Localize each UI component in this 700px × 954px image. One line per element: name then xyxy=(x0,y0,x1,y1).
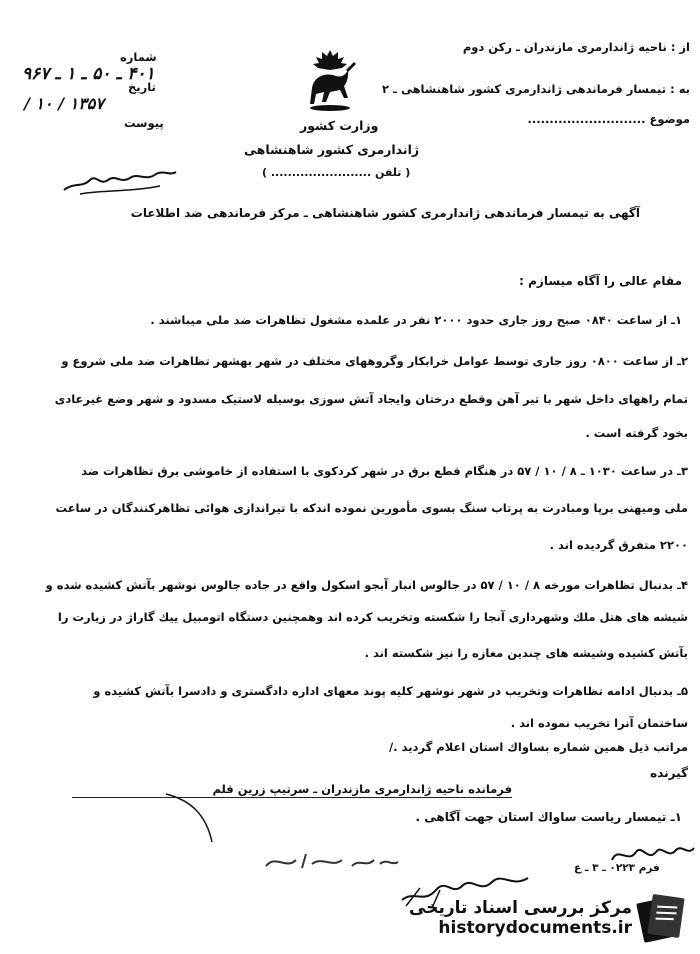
body-line: بآتش کشیده وشیشه های چندین مغازه را نیز شکسته اند . xyxy=(364,646,688,660)
date-value: ۱۳۵۷ / ۱۰ / xyxy=(24,94,104,113)
form-code: فرم ۰۲۲۳ ـ ۳ ـ ع xyxy=(574,862,660,874)
watermark-persian: مرکز بررسی اسناد تاریخی xyxy=(409,898,632,918)
to-label: به : xyxy=(670,82,690,96)
body-line: مراتب ذیل همین شماره بساواك استان اعلام گردید ./ xyxy=(389,740,688,754)
handwritten-number-bottom-right xyxy=(606,840,696,870)
body-line: ۲۲۰۰ متفرق گردیده اند . xyxy=(549,538,688,552)
organization-name: ژاندارمری کشور شاهنشاهی xyxy=(244,142,420,157)
attachment-label: پیوست xyxy=(124,116,164,130)
handwritten-bracket-mark xyxy=(160,790,220,850)
body-line: ۲ـ از ساعت ۰۸۰۰ روز جاری توسط عوامل خرابکار وگروههای مختلف در شهر بهشهر تظاهرات ضد ملی شروع و xyxy=(61,354,688,368)
body-line: ۳ـ در ساعت ۱۰۳۰ ـ ۸ / ۱۰ / ۵۷ در هنگام قطع برق در شهر کردکوی با استفاده از خاموشی برق تظاهرات ضد xyxy=(81,464,688,478)
handwritten-note-middle xyxy=(262,846,402,876)
recipients-label: گیرنده xyxy=(650,766,688,780)
body-line: شیشه های هتل ملك وشهرداری آنجا را شکسته وتخریب کرده اند وهمچنین دستگاه اتومبیل ییك گاراژ در زیارت را xyxy=(57,610,688,624)
handwritten-signature-top xyxy=(60,160,180,200)
subject-line: موضوع ........................... xyxy=(527,112,690,126)
watermark xyxy=(409,898,632,938)
from-value: ناحیه ژاندارمری مازندران ـ رکن دوم xyxy=(462,40,667,54)
body-line: تمام راههای داخل شهر با تیر آهن وقطع درختان وایجاد آتش سوزی بوسیله لاستیک مسدود و شهر وضع غیرعادی xyxy=(54,392,688,406)
number-label: شماره xyxy=(120,50,157,64)
lion-and-sun-emblem-icon xyxy=(300,48,360,112)
body-line: ساختمان آنرا تخریب نموده اند . xyxy=(510,716,688,730)
cc-line: ۱ـ تیمسار ریاست ساواك استان جهت آگاهی . xyxy=(415,810,682,824)
number-value: ۴۰۱ ـ ۵۰ ـ ۱ ـ ۹۶۷ xyxy=(22,64,155,84)
body-line: ۱ـ از ساعت ۰۸۴۰ صبح روز جاری حدود ۲۰۰۰ نفر در علمده مشغول تظاهرات ضد ملی میباشند . xyxy=(150,313,682,327)
signature-underline xyxy=(72,797,512,798)
to-line xyxy=(382,82,690,96)
from-label: از : xyxy=(670,40,690,54)
body-line: ۵ـ بدنبال ادامه تظاهرات وتخریب در شهر نوشهر کلیه پوند معهای اداره دادگستری و دادسرا بآتش کشیده و xyxy=(93,684,688,698)
archive-logo-icon xyxy=(636,890,692,946)
signature-block: فرمانده ناحیه ژاندارمری مازندران ـ سرتیپ زرین قلم xyxy=(212,782,512,796)
ministry-name: وزارت کشور xyxy=(300,118,379,133)
body-line: بخود گرفته است . xyxy=(585,426,688,440)
salutation: مقام عالی را آگاه میسازم : xyxy=(519,274,682,288)
date-label: تاریخ xyxy=(128,80,156,94)
watermark-url: historydocuments.ir xyxy=(438,918,632,938)
to-value: تیمسار فرماندهی ژاندارمری کشور شاهنشاهی ـ ۲ xyxy=(381,82,667,96)
subject-label: موضوع xyxy=(649,112,690,126)
body-line: ملی وميهنی برپا ومبادرت به پرتاب سنگ بسوی مأمورین نموده اندکه با تیراندازی هوائی تظاهرکنندگان در ساعت xyxy=(55,501,688,515)
phone-line: ( تلفن ........................ ) xyxy=(262,166,411,179)
copy-line: آگهی به تیمسار فرماندهی ژاندارمری کشور شاهنشاهی ـ مرکز فرماندهی ضد اطلاعات xyxy=(130,206,640,220)
body-line: ۴ـ بدنبال تظاهرات مورخه ۸ / ۱۰ / ۵۷ در جالوس انبار آبجو اسکول واقع در جاده جالوس نوشهر بآتش کشیده شده و xyxy=(45,578,688,592)
from-line xyxy=(463,40,690,54)
